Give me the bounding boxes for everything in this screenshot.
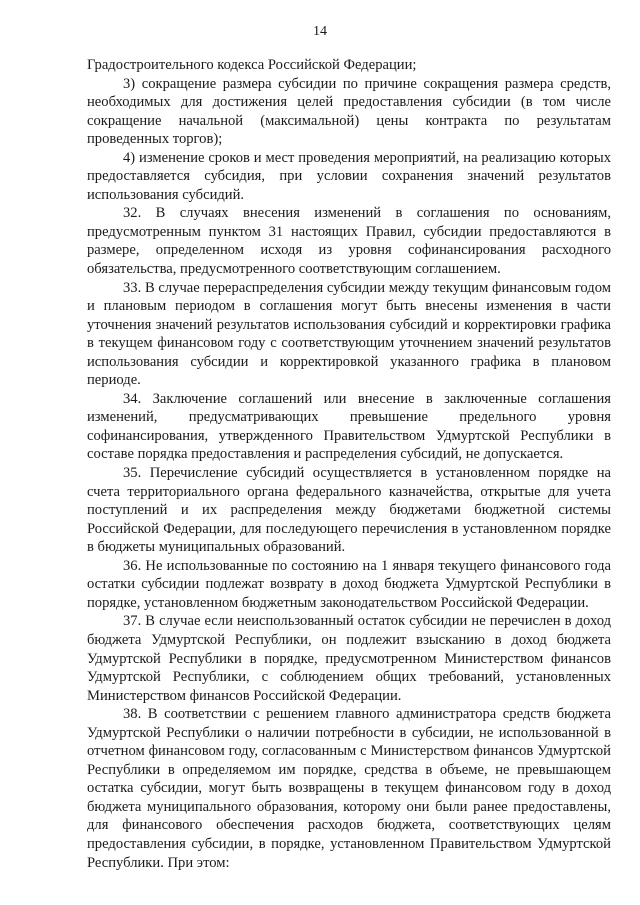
paragraph-32: 32. В случаях внесения изменений в соглашения по основаниям, предусмотренным пунктом 31 настоящих Правил, субсидии предоставляются в размере, определенном исходя из уровня софинансирования расходного обязательства, предусмотренного соответствующим соглашением. bbox=[87, 205, 611, 278]
paragraph-35: 35. Перечисление субсидий осуществляется в установленном порядке на счета территориального органа федерального казначейства, открытые для учета поступлений и их распределения между бюджетами бюджетной системы Российской Федерации, для последующего перечисления в установленном порядке в бюджеты муниципальных образований. bbox=[87, 465, 611, 556]
paragraph-34: 34. Заключение соглашений или внесение в заключенные соглашения изменений, предусматривающих превышение предельного уровня софинансирования, утвержденного Правительством Удмуртской Республики в составе порядка предоставления и распределения субсидий, не допускается. bbox=[87, 390, 611, 463]
paragraph-37: 37. В случае если неиспользованный остаток субсидии не перечислен в доход бюджета Удмуртской Республики, он подлежит взысканию в доход бюджета Удмуртской Республики в порядке, предусмотренном Министерством финансов Удмуртской Республики, с соблюдением общих требований, установленных Министерством финансов Российской Федерации. bbox=[87, 613, 611, 704]
paragraph-38: 38. В соответствии с решением главного администратора средств бюджета Удмуртской Республики о наличии потребности в субсидии, не использованной в отчетном финансовом году, согласованным с Министерством финансов Удмуртской Республики в определяемом им порядке, средства в объеме, не превышающем остатка субсидии, могут быть возвращены в текущем финансовом году в доход бюджета муниципального образования, которому они были ранее предоставлены, для финансового обеспечения расходов бюджета, соответствующих целям предоставления субсидии, в порядке, установленном Правительством Удмуртской Республики. При этом: bbox=[87, 706, 611, 871]
body-text bbox=[87, 56, 611, 872]
page-number: 14 bbox=[313, 24, 327, 39]
paragraph-36: 36. Не использованные по состоянию на 1 января текущего финансового года остатки субсидии подлежат возврату в доход бюджета Удмуртской Республики в порядке, установленном бюджетным законодательством Российской Федерации. bbox=[87, 557, 611, 611]
paragraph-item-3: 3) сокращение размера субсидии по причине сокращения размера средств, необходимых для достижения целей предоставления субсидии (в том числе сокращение начальной (максимальной) цены контракта по результатам проведенных торгов); bbox=[87, 75, 611, 148]
paragraph-continuation: Градостроительного кодекса Российской Федерации; bbox=[87, 57, 417, 73]
paragraph-item-4: 4) изменение сроков и мест проведения мероприятий, на реализацию которых предоставляется субсидия, при условии сохранения значений результатов использования субсидий. bbox=[87, 149, 611, 203]
paragraph-33: 33. В случае перераспределения субсидии между текущим финансовым годом и плановым периодом в соглашения могут быть внесены изменения в части уточнения значений результатов использования субсидий и корректировки графика в текущем финансовом году с соответствующим уточнением значений результатов использования субсидии и корректировкой указанного графика в плановом периоде. bbox=[87, 279, 611, 389]
